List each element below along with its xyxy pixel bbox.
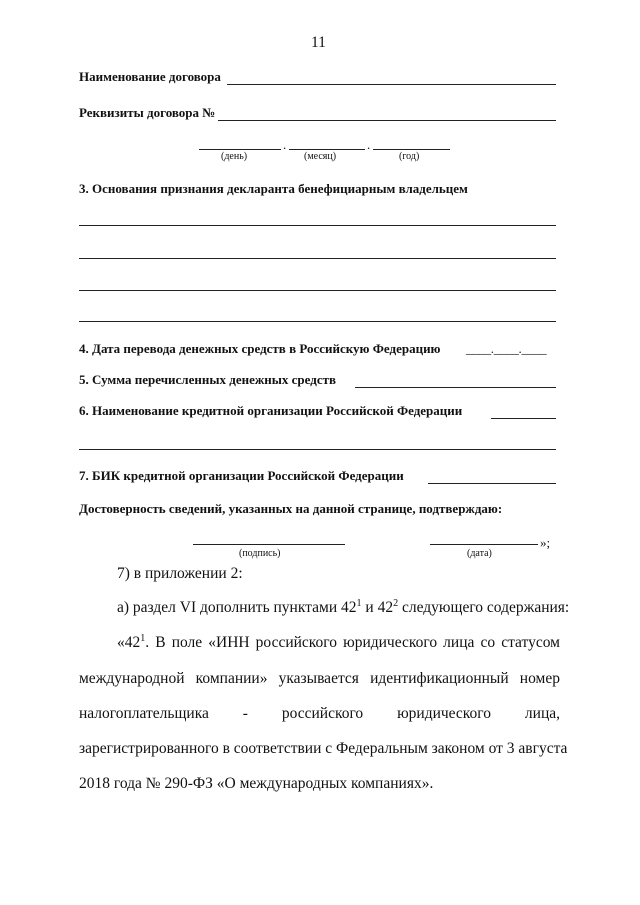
section3-line-1 (79, 225, 556, 226)
section4-date-mask: ____.____.____ (466, 341, 547, 356)
month-caption: (месяц) (304, 151, 337, 162)
item-a-prefix: а) раздел VI дополнить пунктами 42 (117, 599, 357, 616)
contract-details-label: Реквизиты договора № (79, 105, 216, 120)
section3-line-3 (79, 290, 556, 291)
section6-label: 6. Наименование кредитной организации Российской Федерации (79, 403, 463, 418)
p42-line-3: налогоплательщика - российского юридического лица, (79, 705, 560, 722)
signature-caption: (подпись) (239, 548, 281, 559)
date-dot-2: . (367, 137, 371, 152)
item-a-sup-2: 2 (393, 597, 399, 609)
section7-label: 7. БИК кредитной организации Российской Федерации (79, 468, 404, 483)
p42-rest: . В поле «ИНН российского юридического лица со статусом (145, 634, 560, 651)
contract-name-label: Наименование договора (79, 69, 221, 84)
section5-line (355, 387, 556, 388)
section3-heading: 3. Основания признания декларанта бенефициарным владельцем (79, 181, 468, 196)
section6-line-2 (79, 449, 556, 450)
day-line (199, 149, 281, 150)
section6-line-1 (491, 418, 556, 419)
day-caption: (день) (221, 151, 248, 162)
p42-prefix: «42 (117, 634, 141, 651)
section3-line-2 (79, 258, 556, 259)
item-a (117, 599, 569, 617)
section4-label: 4. Дата перевода денежных средств в Российскую Федерацию (79, 341, 441, 356)
section7-line (428, 483, 556, 484)
date-caption: (дата) (467, 548, 492, 559)
p42-line-5: 2018 года № 290-ФЗ «О международных компаниях». (79, 775, 434, 792)
signature-line (193, 544, 345, 545)
contract-name-line (227, 84, 556, 85)
p42-line-2: международной компании» указывается идентификационный номер (79, 670, 560, 687)
page-number: 11 (311, 34, 326, 51)
closing-quote: »; (540, 535, 551, 550)
year-caption: (год) (399, 151, 420, 162)
month-line (289, 149, 365, 150)
date-dot-1: . (283, 137, 287, 152)
p42-sup: 1 (140, 632, 146, 644)
item-a-sup-1: 1 (356, 597, 362, 609)
contract-details-line (218, 120, 556, 121)
date-line (430, 544, 538, 545)
section5-label: 5. Сумма перечисленных денежных средств (79, 372, 337, 387)
year-line (373, 149, 450, 150)
section3-line-4 (79, 321, 556, 322)
p42-line-4: зарегистрированного в соответствии с Федеральным законом от 3 августа (79, 740, 568, 757)
certify-text: Достоверность сведений, указанных на данной странице, подтверждаю: (79, 501, 503, 516)
item-a-mid: и 42 (361, 599, 394, 616)
item-7: 7) в приложении 2: (117, 565, 243, 582)
p42-line-1 (117, 634, 560, 652)
item-a-suffix: следующего содержания: (398, 599, 570, 616)
